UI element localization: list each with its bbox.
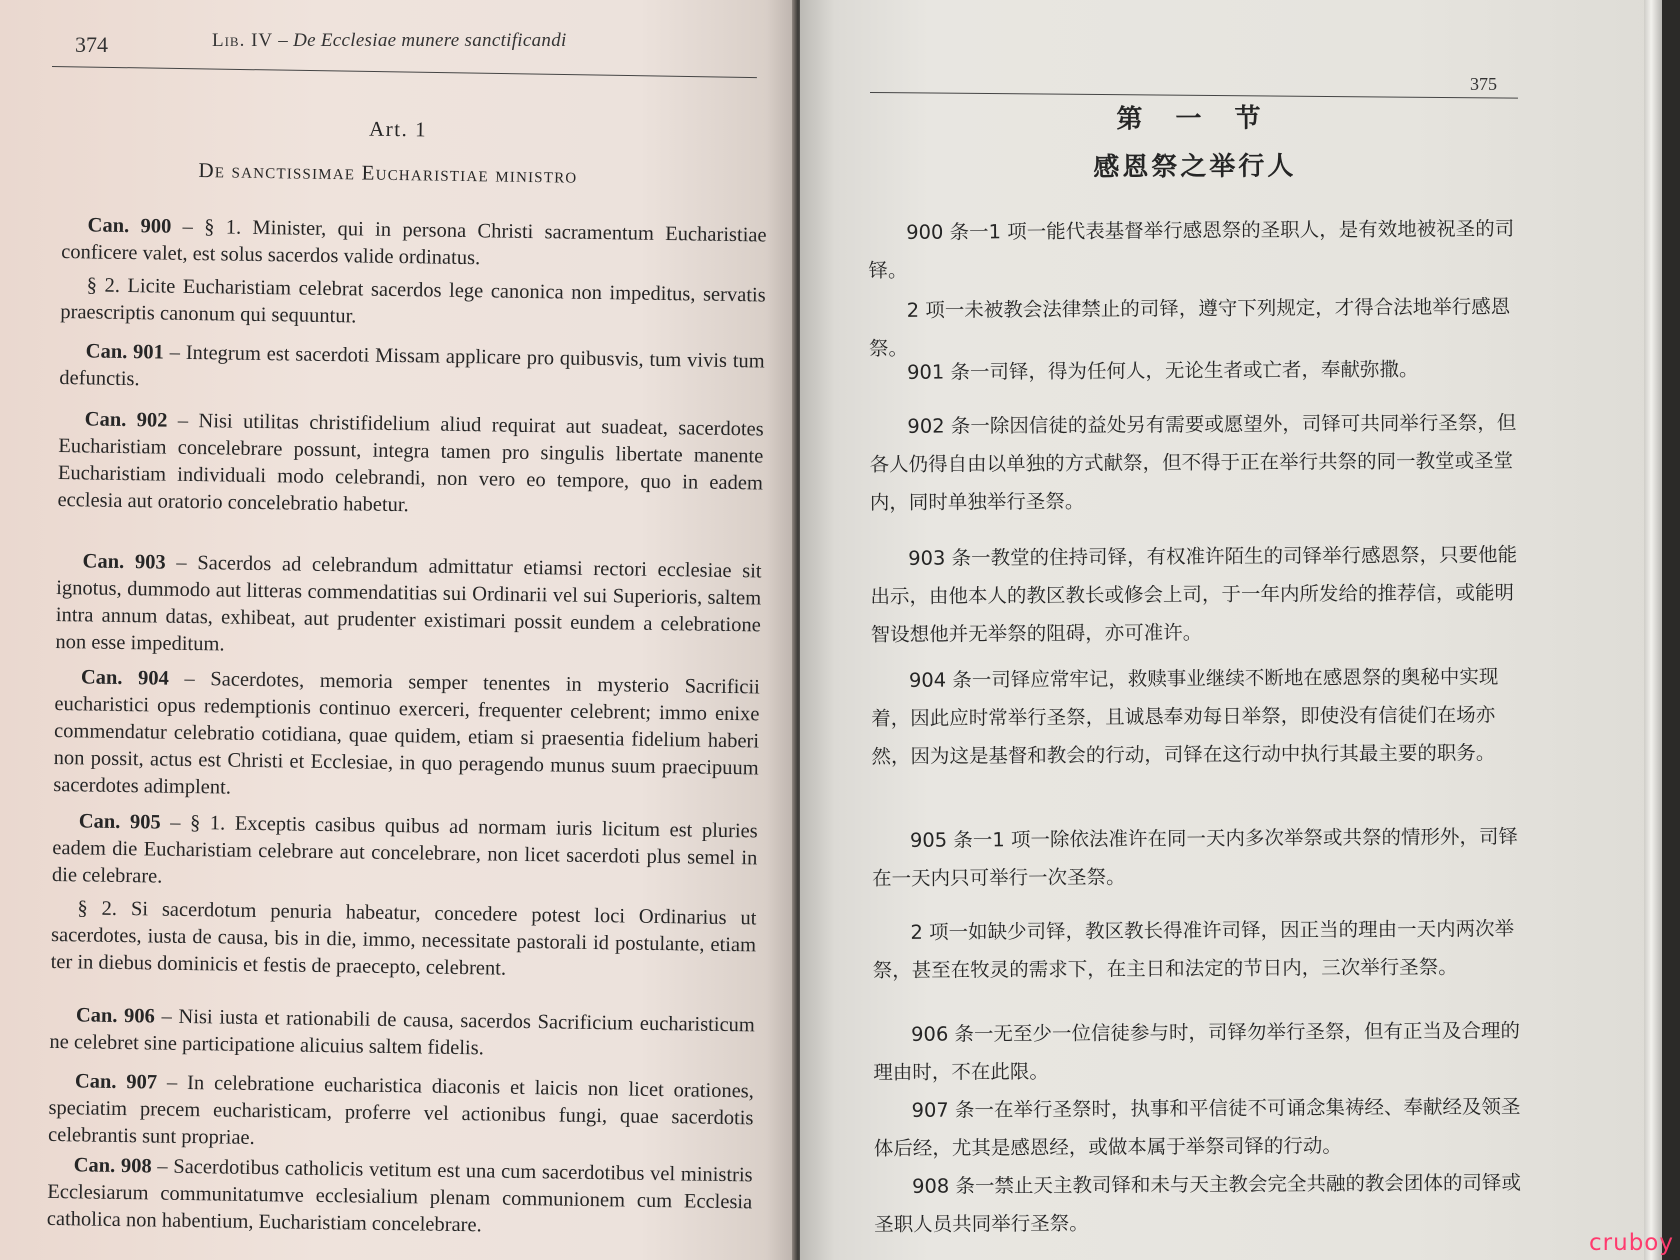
canon-number: Can. 904 [80,666,170,690]
canon-text: § 2. Licite Eucharistiam celebrat sacerdos lege canonica non impeditus, servatis praescriptis canonum qui sequuntur. [60,274,766,328]
canon-text: – Nisi utilitas christifidelium aliud requirat aut suadeat, sacerdotes Eucharistiam concelebrare possunt, integra tamen pro singulis libertate manente Eucharistiam individuali modo celebrandi, non vero eo tempore, quo in eadem ecclesia aut oratorio concelebratio habetur. [57,409,764,517]
canon-number: Can. 902 [84,408,168,432]
canon-902 [57,406,764,524]
latin-text [0,0,793,1260]
article-906 [873,1012,1523,1092]
canon-number: Can. 901 [85,340,165,364]
canon-text: – Sacerdotes, memoria semper tenentes in mysterio Sacrificii eucharistici opus redemptionis continuo exerceri, frequenter celebrent; immo enixe commendatur celebratio cotidiana, quae quidem, etiam si praesentia fidelium haberi non possit, actus est Christi et Ecclesiae, in quo peragendo munus suum praecipuum sacerdotes adimplent. [53,667,761,799]
canon-908 [47,1152,753,1243]
article-901 [869,350,1519,392]
canon-text: – Nisi iusta et rationabili de causa, sacerdos Sacrificium eucharisticum ne celebret sine participatione alicuius saltem fidelis. [49,1005,755,1060]
article-900 [868,210,1519,368]
canon-905 [50,808,757,986]
right-page [800,0,1662,1260]
article-907 [873,1088,1523,1168]
article-subtitle: De sanctissimae Eucharistiae ministro [198,158,578,188]
article-902 [869,404,1520,522]
article-text: 906 条一无至少一位信徒参与时，司铎勿举行圣祭，但有正当及合理的理由时，不在此限。 [873,1019,1521,1085]
canon-text: § 2. Si sacerdotum penuria habeatur, concedere potest loci Ordinarius ut sacerdotes, iusta de causa, bis in die, immo, necessitate pastorali id postulante, etiam ter in diebus dominicis et festis de praecepto, celebrent. [50,897,757,980]
page-number-right: 375 [1470,74,1497,94]
canon-text: – Sacerdotibus catholicis vetitum est una cum sacerdotibus vel ministris Ecclesiarum communitatumve ecclesialium plenam communionem cum Ecclesia catholica non habentium, Eucharistiam concelebrare. [46,1155,753,1237]
canon-number: Can. 908 [73,1154,152,1178]
chinese-text [800,0,1662,1260]
article-908 [874,1164,1524,1244]
left-page [0,0,798,1260]
article-905 [872,818,1523,990]
canon-text: – Sacerdos ad celebrandum admittatur etiamsi rectori ecclesiae sit ignotus, dummodo aut litteras commendatitias sui Ordinarii vel sui Superioris, saltem intra annum datas, exhibeat, aut prudenter existimari possit eundem a celebratione non esse impeditum. [55,551,762,656]
canon-number: Can. 905 [78,810,161,834]
article-text: 907 条一在举行圣祭时，执事和平信徒不可诵念集祷经、奉献经及领圣体后经，尤其是感恩经，或做本属于举祭司铎的行动。 [873,1095,1521,1161]
article-text: 902 条一除因信徒的益处另有需要或愿望外，司铎可共同举行圣祭，但各人仍得自由以单独的方式献祭，但不得于正在举行共祭的同一教堂或圣堂内，同时单独举行圣祭。 [869,411,1517,515]
canon-number: Can. 907 [74,1070,158,1094]
article-text: 903 条一教堂的住持司铎，有权准许陌生的司铎举行感恩祭，只要他能出示，由他本人的教区教长或修会上司，于一年内所发给的推荐信，或能明智设想他并无举祭的阻碍，亦可准许。 [870,543,1518,647]
article-text: 2 项一如缺少司铎，教区教长得准许司铎，因正当的理由一天内两次举祭，甚至在牧灵的需求下，在主日和法定的节日内，三次举行圣祭。 [872,917,1515,983]
running-head-lib: Lib. IV [212,30,274,51]
article-text: 908 条一禁止天主教司铎和未与天主教会完全共融的教会团体的司铎或圣职人员共同举行圣祭。 [874,1171,1522,1237]
canon-904 [53,664,760,809]
section-title: 感恩祭之举行人 [1093,151,1297,183]
article-text: 2 项一未被教会法律禁止的司铎，遵守下列规定，才得合法地举行感恩祭。 [868,295,1511,361]
canon-text: – § 1. Exceptis casibus quibus ad normam iuris licitum est pluries eadem die Eucharistiam celebrare aut concelebrare, non licet sacerdoti plus semel in die celebrare. [51,811,758,888]
canon-text: – In celebratione eucharistica diaconis et laicis non licet orationes, speciatim precem eucharisticam, proferre vel actionibus fungi, quae sacerdotis celebrantis sunt propriae. [47,1071,755,1149]
canon-number: Can. 903 [82,550,166,574]
canon-907 [48,1068,754,1159]
watermark: cruboy [1589,1230,1674,1256]
canon-906 [49,1002,755,1066]
article-text: 900 条一1 项一能代表基督举行感恩祭的圣职人，是有效地被祝圣的司铎。 [868,217,1515,283]
canon-901 [59,338,765,402]
article-title: Art. 1 [368,116,428,142]
canon-text: – Integrum est sacerdoti Missam applicare pro quibusvis, tum vivis tum defunctis. [59,341,765,391]
canon-number: Can. 900 [87,214,172,238]
page-number-left: 374 [75,32,108,57]
canon-903 [55,548,762,666]
canon-900 [60,212,767,336]
canon-text: – § 1. Minister, qui in persona Christi sacramentum Eucharistiae conficere valet, est solus sacerdos valide ordinatus. [61,215,767,270]
section-heading: 第 一 节 [1116,103,1273,135]
article-text: 901 条一司铎，得为任何人，无论生者或亡者，奉献弥撒。 [906,357,1419,384]
article-text: 905 条一1 项一除依法准许在同一天内多次举祭或共祭的情形外，司铎在一天内只可举行一次圣祭。 [872,825,1519,891]
article-text: 904 条一司铎应常牢记，救赎事业继续不断地在感恩祭的奥秘中实现着，因此应时常举行圣祭，且诚恳奉劝每日举祭，即使没有信徒们在场亦然，因为这是基督和教会的行动，司铎在这行动中执行其最主要的职务。 [871,665,1499,769]
article-904 [871,658,1522,776]
article-903 [870,536,1521,654]
running-head-title: – De Ecclesiae munere sanctificandi [278,30,567,51]
canon-number: Can. 906 [75,1004,156,1028]
